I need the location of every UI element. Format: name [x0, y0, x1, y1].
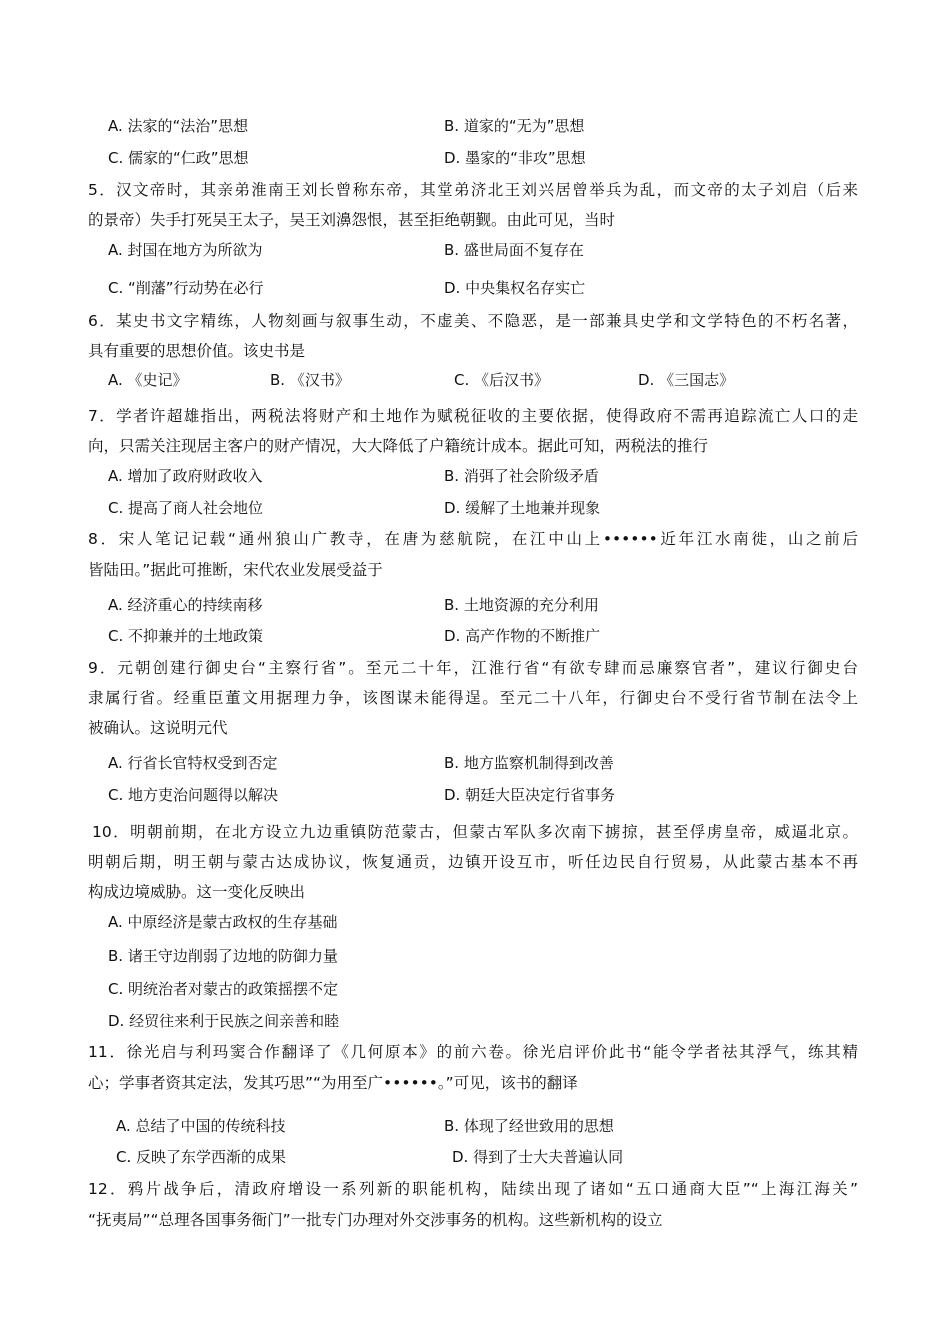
q4-option-c: C. 儒家的“仁政”思想	[108, 149, 249, 167]
q6-option-d: D. 《三国志》	[638, 371, 735, 389]
q8-option-a: A. 经济重心的持续南移	[108, 596, 263, 614]
q11-option-a: A. 总结了中国的传统科技	[116, 1117, 286, 1135]
q5-option-c: C. “削藩”行动势在必行	[108, 279, 264, 297]
q5-option-a: A. 封国在地方为所欲为	[108, 241, 263, 259]
q10-stem-line-2: 明朝后期，明王朝与蒙古达成协议，恢复通贡，边镇开设互市，听任边民自行贸易，从此蒙古基本不再	[88, 853, 858, 871]
q9-stem-line-3: 被确认。这说明元代	[88, 719, 228, 737]
q12-stem-line-1: 12．鸦片战争后，清政府增设一系列新的职能机构，陆续出现了诸如“五口通商大臣”“上海江海关”	[88, 1180, 858, 1198]
q4-option-a: A. 法家的“法治”思想	[108, 117, 249, 135]
q10-stem-line-1: 10．明朝前期，在北方设立九边重镇防范蒙古，但蒙古军队多次南下掳掠，甚至俘虏皇帝，威逼北京。	[92, 823, 858, 841]
q6-stem-line-2: 具有重要的思想价值。该史书是	[88, 342, 306, 360]
q11-option-d: D. 得到了士大夫普遍认同	[452, 1148, 624, 1166]
q9-option-c: C. 地方吏治问题得以解决	[108, 786, 279, 804]
q6-option-b: B. 《汉书》	[270, 371, 350, 389]
q8-option-d: D. 高产作物的不断推广	[444, 627, 601, 645]
q7-option-c: C. 提高了商人社会地位	[108, 499, 264, 517]
q7-option-b: B. 消弭了社会阶级矛盾	[444, 467, 599, 485]
q5-option-b: B. 盛世局面不复存在	[444, 241, 584, 259]
q12-stem-line-2: “抚夷局”“总理各国事务衙门”一批专门办理对外交涉事务的机构。这些新机构的设立	[88, 1211, 663, 1229]
q7-option-a: A. 增加了政府财政收入	[108, 467, 263, 485]
q7-option-d: D. 缓解了土地兼并现象	[444, 499, 601, 517]
q10-option-a: A. 中原经济是蒙古政权的生存基础	[108, 913, 338, 931]
q11-option-c: C. 反映了东学西渐的成果	[116, 1148, 287, 1166]
q9-option-a: A. 行省长官特权受到否定	[108, 754, 278, 772]
q6-stem-line-1: 6．某史书文字精练，人物刻画与叙事生动，不虚美、不隐恶，是一部兼具史学和文学特色的不朽名著，	[88, 312, 858, 330]
q6-option-c: C. 《后汉书》	[454, 371, 550, 389]
q10-option-d: D. 经贸往来利于民族之间亲善和睦	[108, 1012, 340, 1030]
q11-stem-line-2: 心；学事者资其定法，发其巧思”“为用至广••••••。”可见，该书的翻译	[88, 1074, 578, 1092]
q9-stem-line-1: 9．元朝创建行御史台“主察行省”。至元二十年，江淮行省“有欲专肆而忌廉察官者”，建议行御史台	[88, 659, 858, 677]
q5-stem-line-1: 5．汉文帝时，其亲弟淮南王刘长曾称东帝，其堂弟济北王刘兴居曾举兵为乱，而文帝的太子刘启（后来	[88, 181, 858, 199]
q9-option-b: B. 地方监察机制得到改善	[444, 754, 614, 772]
q8-stem-line-1: 8．宋人笔记记载“通州狼山广教寺，在唐为慈航院，在江中山上••••••近年江水南徙，山之前后	[88, 530, 858, 548]
q6-option-a: A. 《史记》	[108, 371, 188, 389]
q4-option-d: D. 墨家的“非攻”思想	[444, 149, 586, 167]
q7-stem-line-2: 向，只需关注现居主客户的财产情况，大大降低了户籍统计成本。据此可知，两税法的推行	[88, 437, 709, 455]
q10-stem-line-3: 构成边境威胁。这一变化反映出	[88, 883, 306, 901]
q8-stem-line-2: 皆陆田。”据此可推断，宋代农业发展受益于	[88, 561, 383, 579]
q9-option-d: D. 朝廷大臣决定行省事务	[444, 786, 616, 804]
q8-option-c: C. 不抑兼并的土地政策	[108, 627, 264, 645]
q5-option-d: D. 中央集权名存实亡	[444, 279, 586, 297]
q10-option-b: B. 诸王守边削弱了边地的防御力量	[108, 947, 338, 965]
q11-stem-line-1: 11．徐光启与利玛窦合作翻译了《几何原本》的前六卷。徐光启评价此书“能令学者祛其浮气，练其精	[88, 1043, 858, 1061]
q5-stem-line-2: 的景帝）失手打死吴王太子，吴王刘濞怨恨，甚至拒绝朝觐。由此可见，当时	[88, 211, 616, 229]
q4-option-b: B. 道家的“无为”思想	[444, 117, 585, 135]
q11-option-b: B. 体现了经世致用的思想	[444, 1117, 614, 1135]
q9-stem-line-2: 隶属行省。经重臣董文用据理力争，该图谋未能得逞。至元二十八年，行御史台不受行省节制在法令上	[88, 689, 858, 707]
q8-option-b: B. 土地资源的充分利用	[444, 596, 599, 614]
q10-option-c: C. 明统治者对蒙古的政策摇摆不定	[108, 980, 339, 998]
q7-stem-line-1: 7．学者许超雄指出，两税法将财产和土地作为赋税征收的主要依据，使得政府不需再追踪流亡人口的走	[88, 407, 858, 425]
